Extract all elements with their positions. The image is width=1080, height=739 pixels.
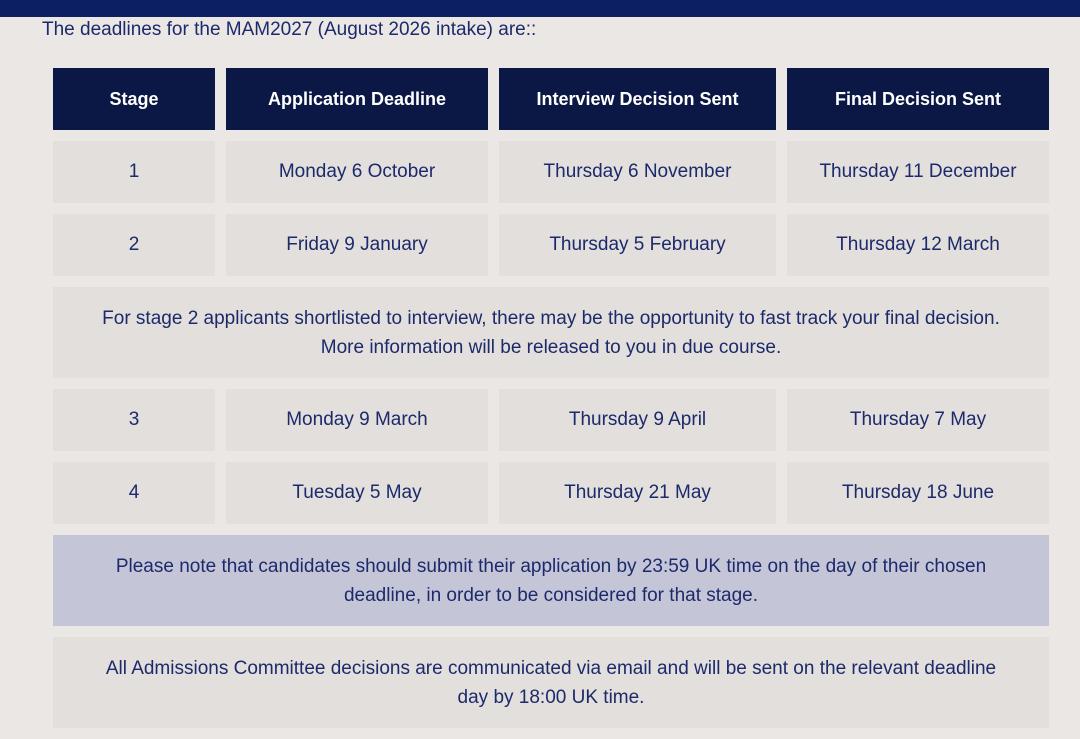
stage-cell: 2 (53, 214, 215, 276)
final-decision-cell: Thursday 11 December (787, 141, 1049, 203)
stage-cell: 4 (53, 462, 215, 524)
application-deadline-cell: Friday 9 January (226, 214, 488, 276)
header-stage: Stage (53, 68, 215, 130)
header-interview-decision: Interview Decision Sent (499, 68, 776, 130)
application-deadline-cell: Monday 9 March (226, 389, 488, 451)
interview-decision-cell: Thursday 21 May (499, 462, 776, 524)
stage-cell: 3 (53, 389, 215, 451)
submission-time-note: Please note that candidates should submit their application by 23:59 UK time on the day of their chosen deadline, in order to be considered for that stage. (53, 535, 1049, 626)
final-decision-cell: Thursday 18 June (787, 462, 1049, 524)
table-row (53, 462, 1049, 524)
intro-text: The deadlines for the MAM2027 (August 2026 intake) are:: (42, 19, 537, 40)
stage-cell: 1 (53, 141, 215, 203)
table-row (53, 141, 1049, 203)
application-deadline-cell: Tuesday 5 May (226, 462, 488, 524)
decisions-communication-note: All Admissions Committee decisions are communicated via email and will be sent on the relevant deadline day by 18:00 UK time. (53, 637, 1049, 728)
fast-track-note: For stage 2 applicants shortlisted to interview, there may be the opportunity to fast track your final decision. More information will be released to you in due course. (53, 287, 1049, 378)
table-row (53, 214, 1049, 276)
table-row (53, 389, 1049, 451)
interview-decision-cell: Thursday 9 April (499, 389, 776, 451)
top-navigation-bar (0, 0, 1080, 17)
interview-decision-cell: Thursday 6 November (499, 141, 776, 203)
final-decision-cell: Thursday 7 May (787, 389, 1049, 451)
application-deadline-cell: Monday 6 October (226, 141, 488, 203)
interview-decision-cell: Thursday 5 February (499, 214, 776, 276)
final-decision-cell: Thursday 12 March (787, 214, 1049, 276)
header-final-decision: Final Decision Sent (787, 68, 1049, 130)
header-application-deadline: Application Deadline (226, 68, 488, 130)
table-header-row (53, 68, 1049, 130)
deadlines-table (53, 68, 1049, 739)
